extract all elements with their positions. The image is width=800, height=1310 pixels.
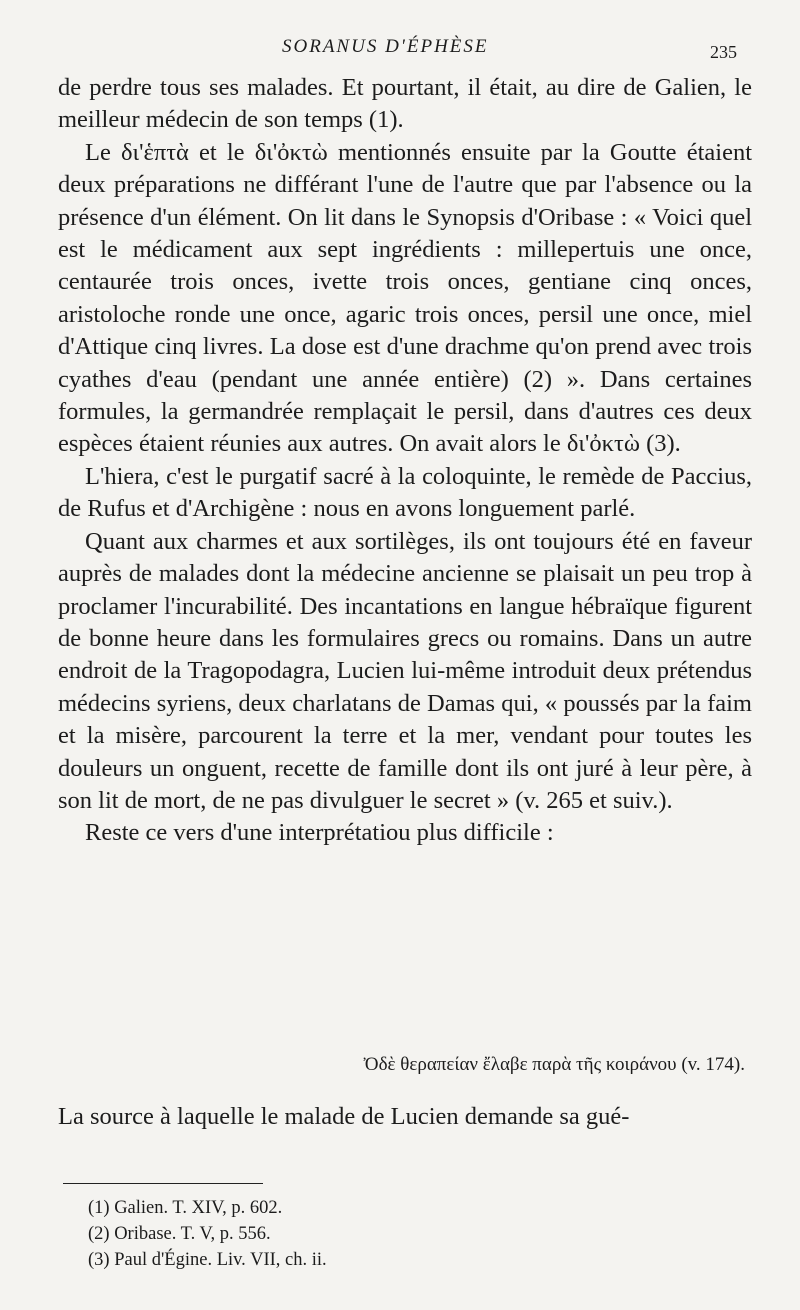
paragraph: Reste ce vers d'une interprétatiou plus difficile : <box>85 819 554 847</box>
footnotes <box>88 1195 688 1273</box>
paragraph: de perdre tous ses malades. Et pourtant, il était, au dire de Galien, le meilleur médecin de son temps (1). <box>58 74 752 134</box>
running-title: SORANUS D'ÉPHÈSE <box>282 36 489 57</box>
page-number: 235 <box>710 42 737 62</box>
footnote: (3) Paul d'Égine. Liv. VII, ch. ii. <box>88 1250 327 1270</box>
greek-quotation: Ὀδὲ θεραπείαν ἔλαβε παρὰ τῆς κοιράνου (v. 174). <box>363 1054 745 1075</box>
paragraph: Le δι'ἑπτὰ et le δι'ὀκτὼ mentionnés ensuite par la Goutte étaient deux préparations ne différant l'une de l'autre que par l'absence ou la présence d'un élément. On lit dans le Synopsis d'Oribase : « Voici quel est le médicament aux sept ingrédients : millepertuis une once, centaurée trois onces, ivette trois onces, gentiane cinq onces, aristoloche ronde une once, agaric trois onces, persil une once, miel d'Attique cinq livres. La dose est d'une drachme qu'on prend avec trois cyathes d'eau (pendant une année entière) (2) ». Dans certaines formules, la germandrée remplaçait le persil, dans d'autres ces deux espèces étaient réunies aux autres. On avait alors le δι'ὀκτὼ (3). <box>58 138 752 458</box>
paragraph: Quant aux charmes et aux sortilèges, ils ont toujours été en faveur auprès de malades dont la médecine ancienne se plaisait un peu trop à proclamer l'incurabilité. Des incantations en langue hébraïque figurent de bonne heure dans les formulaires grecs ou romains. Dans un autre endroit de la Tragopodagra, Lucien lui-même introduit deux prétendus médecins syriens, deux charlatans de Damas qui, « poussés par la faim et la misère, parcourent la terre et la mer, vendant pour toutes les douleurs un onguent, recette de famille dont ils ont juré à leur père, à son lit de mort, de ne pas divulguer le secret » (v. 265 et suiv.). <box>58 527 752 814</box>
body-text <box>58 72 752 850</box>
footnote: (2) Oribase. T. V, p. 556. <box>88 1224 271 1244</box>
page-header <box>0 32 800 62</box>
footnote-divider <box>63 1183 263 1184</box>
paragraph: L'hiera, c'est le purgatif sacré à la coloquinte, le remède de Paccius, de Rufus et d'Archigène : nous en avons longuement parlé. <box>58 462 752 523</box>
footnote: (1) Galien. T. XIV, p. 602. <box>88 1198 283 1218</box>
paragraph: La source à laquelle le malade de Lucien demande sa gué- <box>58 1103 630 1130</box>
